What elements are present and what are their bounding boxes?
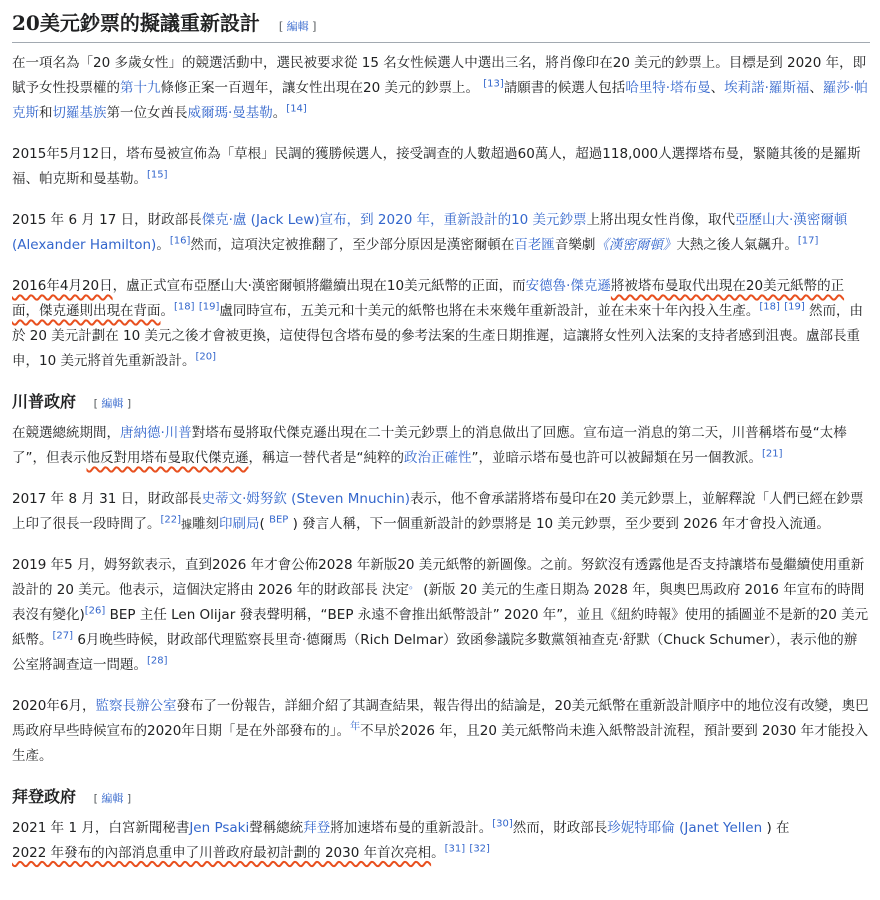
- paragraph: 2020年6月，監察長辦公室發布了一份報告，詳細介紹了其調查結果，報告得出的結論是，20美元紙幣在重新設計順序中的地位沒有改變，奧巴馬政府早些時候宣布的2020年日期「是在外部發布的」。$^年$不早於2026 年，且20 美元紙幣尚未進入紙幣設計流程，預計要到 2030 年才能投入生產。: [12, 697, 869, 764]
- link-alexander-hamilton[interactable]: 亞歷山大·漢密爾頓 (Alexander Hamilton): [12, 212, 848, 253]
- edit-section-link[interactable]: [ 編輯 ]: [278, 20, 317, 33]
- citation[interactable]: [22]: [160, 514, 182, 526]
- citation[interactable]: 。: [409, 580, 419, 592]
- citation[interactable]: BEP: [269, 514, 289, 526]
- link-andrew-jackson[interactable]: 安德魯·傑克遜: [525, 278, 611, 294]
- citation[interactable]: [18]: [759, 301, 780, 313]
- paragraph: 在競選總統期間，唐納德·川普對塔布曼將取代傑克遜出現在二十美元鈔票上的消息做出了回應。宣布這一消息的第二天，川普稱塔布曼“太棒了”，但表示他反對用塔布曼取代傑克遜，稱這一替代者是“純粹的政治正確性”，並暗示塔布曼也許可以被歸類在另一個教派。[21]: [12, 424, 847, 466]
- citation[interactable]: [30]: [492, 818, 513, 830]
- link-ten-dollar-redesign[interactable]: 宣布，到 2020 年，重新設計的10 美元鈔票: [319, 212, 587, 228]
- citation[interactable]: [21]: [762, 448, 783, 460]
- paragraph: 2015 年 6 月 17 日，財政部長傑克·盧 (Jack Lew)宣布，到 2020 年，重新設計的10 美元鈔票上將出現女性肖像，取代亞歷山大·漢密爾頓 (Alexander Hamilton)。[16]然而，這項決定被推翻了，至少部分原因是漢密爾頓在百老匯音樂劇《漢密爾頓》大熱之後人氣飆升。[17]: [12, 212, 848, 253]
- link-harriet-tubman[interactable]: 哈里特·塔布曼: [625, 80, 711, 96]
- link-cherokee[interactable]: 切羅基族: [52, 105, 107, 121]
- edit-section-link[interactable]: [ 編輯 ]: [93, 791, 132, 805]
- paragraph: 2015年5月12日，塔布曼被宣佈為「草根」民調的獲勝候選人，接受調查的人數超過60萬人，超過118,000人選擇塔布曼，緊隨其後的是羅斯福、帕克斯和曼基勒。[15]: [12, 146, 861, 187]
- citation[interactable]: [14]: [286, 103, 307, 115]
- highlighted-text: 將被塔布曼取代出現在20美元紙幣的正面，傑克遜則出現在背面: [12, 278, 845, 319]
- section-title: 拜登政府: [12, 786, 77, 806]
- paragraph: 2017 年 8 月 31 日，財政部長史蒂文·姆努欽 (Steven Mnuchin)表示，他不會承諾將塔布曼印在20 美元鈔票上，並解釋說「人們已經在鈔票上印了很長一段時間了。[22]據雕刻印刷局( $^{BEP}$ ) 發言人稱，下一個重新設計的鈔票將是 10 美元鈔票，至少要到 2026 年才會投入流通。: [12, 490, 864, 532]
- highlighted-text: 2022 年發布的內部消息重申了川普政府最初計劃的 2030 年首次亮相: [12, 844, 432, 861]
- link-biden[interactable]: 拜登: [303, 819, 331, 836]
- link-donald-trump[interactable]: 唐納德·川普: [120, 424, 192, 441]
- highlighted-date: 2016年4月20日: [12, 278, 113, 294]
- citation[interactable]: [18]: [174, 301, 195, 313]
- link-jack-lew[interactable]: 傑克·盧 (Jack Lew): [201, 212, 320, 228]
- link-jen-psaki[interactable]: Jen Psaki: [189, 819, 250, 836]
- section-heading-biden-administration: [12, 787, 870, 808]
- link-broadway[interactable]: 百老匯: [514, 237, 555, 253]
- link-bureau-of-engraving[interactable]: 印刷局: [219, 515, 260, 532]
- citation[interactable]: [16]: [169, 235, 191, 247]
- citation[interactable]: [13]: [483, 78, 504, 90]
- link-rosa-parks[interactable]: 羅莎·帕克斯: [12, 80, 868, 121]
- citation[interactable]: 年: [350, 721, 361, 733]
- link-wilma-mankiller[interactable]: 威爾瑪·曼基勒: [187, 105, 273, 121]
- citation[interactable]: [15]: [147, 169, 168, 181]
- link-eleanor-roosevelt[interactable]: 埃莉諾·羅斯福: [724, 80, 810, 96]
- citation[interactable]: [19]: [784, 301, 805, 313]
- section-title: 川普政府: [12, 392, 77, 411]
- citation[interactable]: [20]: [195, 351, 217, 363]
- citation[interactable]: [28]: [147, 655, 168, 667]
- section-title: 20美元鈔票的擬議重新設計: [12, 11, 260, 35]
- citation[interactable]: [32]: [469, 843, 490, 855]
- paragraph: 2016年4月20日，盧正式宣布亞歷山大·漢密爾頓將繼續出現在10美元紙幣的正面，而安德魯·傑克遜將被塔布曼取代出現在20美元紙幣的正面，傑克遜則出現在背面。[18] [19]盧同時宣布，五美元和十美元的紙幣也將在未來幾年重新設計，並在未來十年內投入生產。[18] [19] 然而，由於 20 美元計劃在 10 美元之後才會被更換，這使得包含塔布曼的參考法案的生產日期推遲，這讓將女性列入法案的支持者感到沮喪。盧部長重申，10 美元將首先重新設計。[20]: [12, 278, 864, 369]
- citation[interactable]: [31]: [444, 843, 466, 855]
- link-political-correctness[interactable]: 政治正確性: [404, 449, 472, 466]
- highlighted-text: 他反對用塔布曼取代傑克遜: [86, 449, 249, 466]
- paragraph: 在一項名為「20 多歲女性」的競選活動中，選民被要求從 15 名女性候選人中選出三名，將肖像印在20 美元的鈔票上。目標是到 2020 年，即賦予女性投票權的第十九條修正案一百週年，讓女性出現在20 美元的鈔票上。 [13]請願書的候選人包括哈里特·塔布曼、埃莉諾·羅斯福、羅莎·帕克斯和切羅基族第一位女酋長威爾瑪·曼基勒。[14]: [12, 55, 868, 121]
- citation[interactable]: [17]: [797, 235, 819, 247]
- citation[interactable]: [26]: [84, 605, 106, 617]
- link-nineteenth-amendment[interactable]: 第十九: [120, 80, 161, 96]
- link-janet-yellen[interactable]: 珍妮特耶倫 (Janet Yellen: [607, 819, 763, 836]
- paragraph: 2019 年5 月，姆努欽表示，直到2026 年才會公佈2028 年新版20 美元紙幣的新圖像。之前。努欽沒有透露他是否支持讓塔布曼繼續使用重新設計的 20 美元。他表示，這個決定將由 2026 年的財政部長 決定。 (新版 20 美元的生產日期為 2028 年，與奧巴馬政府 2016 年宣布的時間表沒有變化)[26] BEP 主任 Len Olijar 發表聲明稱，“BEP 永遠不會推出紙幣設計” 2020 年”，並且《紐約時報》使用的插圖並不是新的20 美元紙幣。[27] 6月晚些時候，財政部代理監察長里奇·德爾馬（Rich Delmar）致函參議院多數黨領袖查克·舒默（Chuck Schumer），表示他的辦公室將調查這一問題。[28]: [12, 556, 869, 673]
- section-heading-trump-administration: [12, 392, 870, 413]
- citation[interactable]: [27]: [52, 630, 74, 642]
- section-heading-20-dollar-redesign: [12, 10, 870, 43]
- citation[interactable]: [19]: [198, 301, 220, 313]
- edit-section-link[interactable]: [ 編輯 ]: [93, 397, 132, 410]
- paragraph: 2021 年 1 月，白宮新聞秘書Jen Psaki聲稱總統拜登將加速塔布曼的重新設計。[30]然而，財政部長珍妮特耶倫 (Janet Yellen ) 在 2022 年發布的內部消息重申了川普政府最初計劃的 2030 年首次亮相。[31] [32]: [12, 818, 790, 861]
- link-steven-mnuchin[interactable]: 史蒂文·姆努欽 (Steven Mnuchin): [201, 490, 411, 507]
- link-hamilton-musical[interactable]: 《漢密爾頓》: [595, 237, 677, 253]
- link-inspector-general-office[interactable]: 監察長辦公室: [95, 697, 177, 714]
